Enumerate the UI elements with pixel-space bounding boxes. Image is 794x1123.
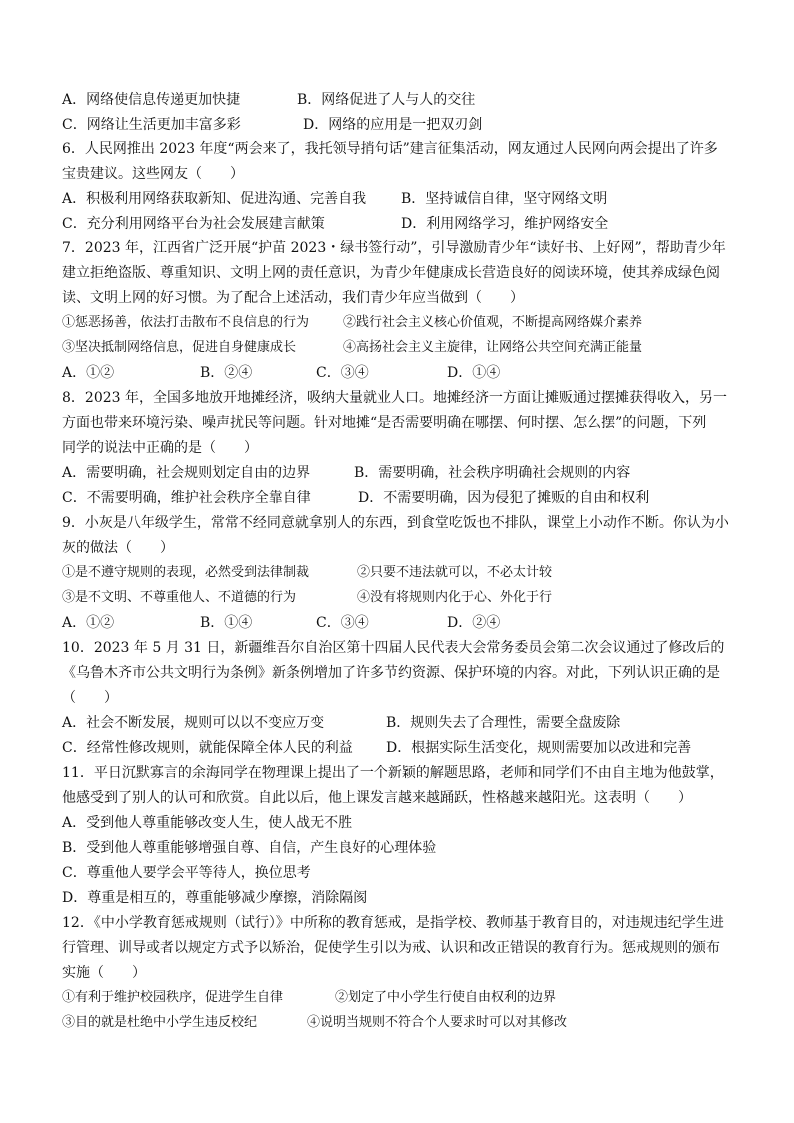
q7-option-c: C．③④ bbox=[316, 365, 369, 381]
q10-option-d: D．根据实际生活变化，规则需要加以改进和完善 bbox=[386, 740, 692, 756]
q12-statement-1: ①有利于维护校园秩序，促进学生自律 bbox=[62, 990, 284, 1005]
q6-option-a: A．积极利用网络获取新知、促进沟通、完善自我 bbox=[62, 191, 367, 207]
q10-stem-line-1: 10．2023 年 5 月 31 日，新疆维吾尔自治区第十四届人民代表大会常务委员会第二次会议通过了修改后的 bbox=[62, 640, 725, 656]
q7-stem-line-2: 建立拒绝盗版、尊重知识、文明上网的责任意识，为青少年健康成长营造良好的阅读环境，使其养成绿色阅 bbox=[62, 265, 720, 281]
q8-option-b: B．需要明确，社会秩序明确社会规则的内容 bbox=[354, 465, 631, 481]
q8-stem-line-1: 8．2023 年，全国多地放开地摊经济，吸纳大量就业人口。地摊经济一方面让摊贩通过摆摊获得收入，另一 bbox=[62, 390, 727, 406]
q6-option-d: D．利用网络学习，维护网络安全 bbox=[401, 216, 609, 232]
q7-option-b: B．②④ bbox=[200, 365, 253, 381]
q9-option-d: D．②④ bbox=[447, 615, 501, 631]
q6-stem-line-2: 宝贵建议。这些网友（ ） bbox=[62, 166, 244, 182]
q9-stem-line-1: 9．小灰是八年级学生，常常不经同意就拿别人的东西，到食堂吃饭也不排队，课堂上小动作不断。你认为小 bbox=[62, 515, 729, 531]
q11-option-b: B．受到他人尊重能够增强自尊、自信，产生良好的心理体验 bbox=[62, 840, 437, 856]
q9-option-b: B．①④ bbox=[200, 615, 253, 631]
q12-stem-line-2: 行管理、训导或者以规定方式予以矫治，促使学生引以为戒、认识和改正错误的教育行为。惩戒规则的颁布 bbox=[62, 940, 720, 956]
q12-statement-4: ④说明当规则不符合个人要求时可以对其修改 bbox=[307, 1015, 568, 1030]
q8-stem-line-3: 同学的说法中正确的是（ ） bbox=[62, 440, 258, 456]
q7-statement-2: ②践行社会主义核心价值观，不断提高网络媒介素养 bbox=[343, 315, 643, 330]
q11-stem-line-1: 11．平日沉默寡言的余海同学在物理课上提出了一个新颖的解题思路，老师和同学们不由自主地为他鼓掌， bbox=[62, 765, 724, 781]
q12-stem-line-1: 12．《中小学教育惩戒规则（试行）》中所称的教育惩戒，是指学校、教师基于教育目的，对违规违纪学生进 bbox=[62, 915, 724, 931]
q9-option-c: C．③④ bbox=[316, 615, 369, 631]
q12-statement-3: ③目的就是杜绝中小学生违反校纪 bbox=[62, 1015, 258, 1030]
q5-option-a: A．网络使信息传递更加快捷 bbox=[62, 92, 241, 108]
q5-option-b: B．网络促进了人与人的交往 bbox=[297, 92, 476, 108]
q11-stem-line-2: 他感受到了别人的认可和欣赏。自此以后，他上课发言越来越踊跃，性格越来越阳光。这表明（ ） bbox=[62, 790, 692, 806]
q6-stem-line-1: 6．人民网推出 2023 年度“两会来了，我托领导捎句话”建言征集活动，网友通过人民网向两会提出了许多 bbox=[62, 141, 718, 157]
q5-option-d: D．网络的应用是一把双刃剑 bbox=[303, 117, 483, 133]
q7-option-a: A．①② bbox=[62, 365, 115, 381]
q12-stem-line-3: 实施（ ） bbox=[62, 965, 146, 981]
q10-option-b: B．规则失去了合理性，需要全盘废除 bbox=[386, 715, 621, 731]
q9-statement-1: ①是不遵守规则的表现，必然受到法律制裁 bbox=[62, 565, 310, 580]
q7-statement-3: ③坚决抵制网络信息，促进自身健康成长 bbox=[62, 340, 297, 355]
q11-option-c: C．尊重他人要学会平等待人，换位思考 bbox=[62, 865, 311, 881]
q10-stem-line-2: 《乌鲁木齐市公共文明行为条例》新条例增加了许多节约资源、保护环境的内容。对此，下列认识正确的是 bbox=[62, 665, 720, 681]
q9-statement-3: ③是不文明、不尊重他人、不道德的行为 bbox=[62, 590, 297, 605]
q8-stem-line-2: 方面也带来环境污染、噪声扰民等问题。针对地摊“是否需要明确在哪摆、何时摆、怎么摆”的问题，下列 bbox=[62, 415, 707, 431]
q9-statement-2: ②只要不违法就可以，不必太计较 bbox=[357, 565, 553, 580]
q7-option-d: D．①④ bbox=[447, 365, 501, 381]
q10-option-c: C．经常性修改规则，就能保障全体人民的利益 bbox=[62, 740, 353, 756]
q7-stem-line-1: 7．2023 年，江西省广泛开展“护苗 2023・绿书签行动”，引导激励青少年“读好书、上好网”，帮助青少年 bbox=[62, 240, 726, 256]
q10-option-a: A．社会不断发展，规则可以以不变应万变 bbox=[62, 715, 325, 731]
q10-stem-line-3: （ ） bbox=[62, 690, 118, 706]
q9-statement-4: ④没有将规则内化于心、外化于行 bbox=[357, 590, 553, 605]
q5-option-c: C．网络让生活更加丰富多彩 bbox=[62, 117, 241, 133]
q12-statement-2: ②划定了中小学生行使自由权利的边界 bbox=[335, 990, 557, 1005]
q11-option-a: A．受到他人尊重能够改变人生，使人战无不胜 bbox=[62, 815, 353, 831]
q6-option-c: C．充分利用网络平台为社会发展建言献策 bbox=[62, 216, 325, 232]
q6-option-b: B．坚持诚信自律，坚守网络文明 bbox=[401, 191, 608, 207]
q8-option-a: A．需要明确，社会规则划定自由的边界 bbox=[62, 465, 311, 481]
q7-stem-line-3: 读、文明上网的好习惯。为了配合上述活动，我们青少年应当做到（ ） bbox=[62, 290, 524, 306]
q9-stem-line-2: 灰的做法（ ） bbox=[62, 540, 174, 556]
q9-option-a: A．①② bbox=[62, 615, 115, 631]
q7-statement-1: ①惩恶扬善，依法打击散布不良信息的行为 bbox=[62, 315, 310, 330]
q11-option-d: D．尊重是相互的，尊重能够减少摩擦，消除隔阂 bbox=[62, 890, 368, 906]
q8-option-c: C．不需要明确，维护社会秩序全靠自律 bbox=[62, 490, 311, 506]
q7-statement-4: ④高扬社会主义主旋律，让网络公共空间充满正能量 bbox=[343, 340, 643, 355]
q8-option-d: D．不需要明确，因为侵犯了摊贩的自由和权利 bbox=[358, 490, 650, 506]
